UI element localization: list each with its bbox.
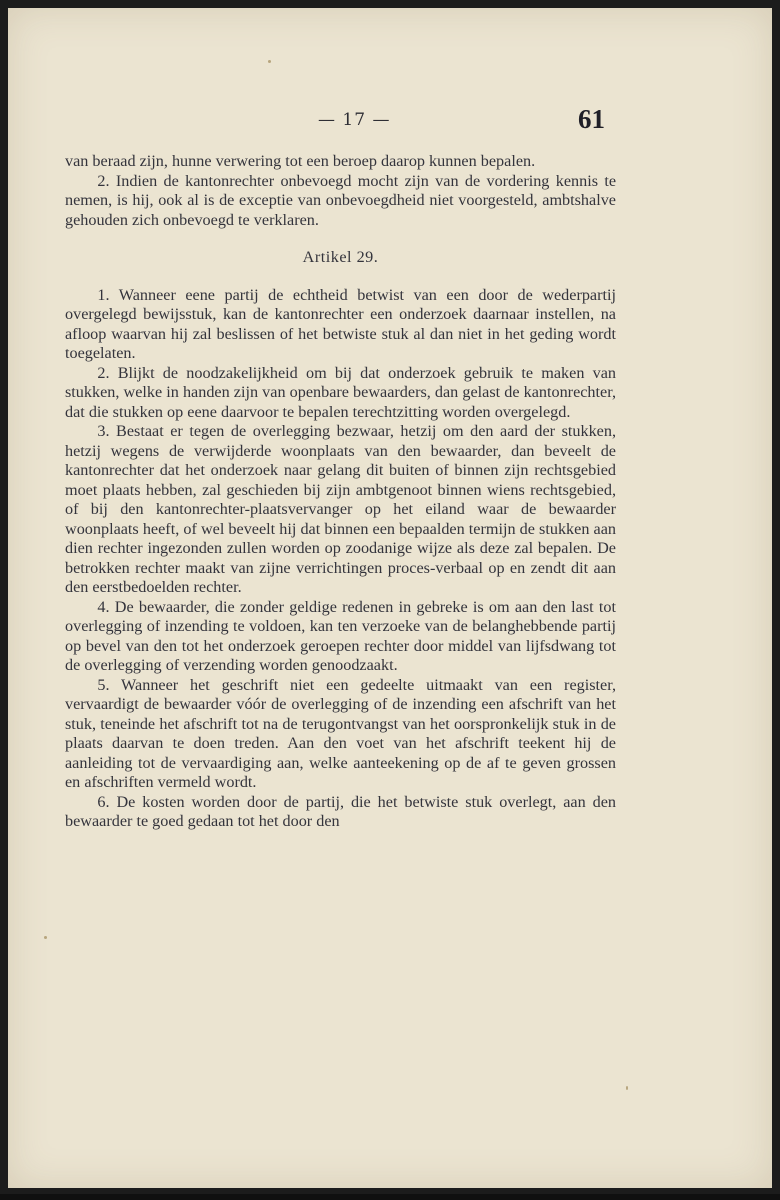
paragraph-intro-2: 2. Indien de kantonrechter onbevoegd mocht zijn van de vordering kennis te nemen, is hij, ook al is de exceptie van onbevoegdheid niet voorgesteld, ambtshalve gehouden zich onbevoegd te verklaren. <box>65 171 616 229</box>
paper-speck <box>626 1086 628 1090</box>
page-header <box>8 104 772 144</box>
article-paragraph-6: 6. De kosten worden door de partij, die het betwiste stuk overlegt, aan den bewaarder te goed gedaan tot het door den <box>65 792 616 830</box>
book-page <box>8 8 772 1188</box>
page-number-stamped: 61 <box>578 104 605 134</box>
paper-speck <box>268 60 271 63</box>
article-paragraph-1: 1. Wanneer eene partij de echtheid betwist van een door de wederpartij overgelegd bewijsstuk, kan de kantonrechter een onderzoek daarnaar instellen, na afloop waarvan hij zal beslissen of het betwiste stuk al dan niet in het geding wordt toegelaten. <box>65 285 616 362</box>
article-paragraph-2: 2. Blijkt de noodzakelijkheid om bij dat onderzoek gebruik te maken van stukken, welke in handen zijn van openbare bewaarders, dan gelast de kantonrechter, dat die stukken op eene daarvoor te bepalen terechtzitting worden overgelegd. <box>65 363 616 421</box>
article-paragraph-4: 4. De bewaarder, die zonder geldige redenen in gebreke is om aan den last tot overlegging of inzending te voldoen, kan ten verzoeke van de belanghebbende partij op bevel van den tot het onderzoek geroepen rechter door middel van lijfsdwang tot de overlegging of verzending worden genoodzaakt. <box>65 597 616 674</box>
body-text <box>65 152 616 832</box>
paper-speck <box>44 936 47 939</box>
article-paragraph-5: 5. Wanneer het geschrift niet een gedeelte uitmaakt van een register, vervaardigt de bewaarder vóór de overlegging of de inzending een afschrift van het stuk, teneinde het afschrift tot na de terugontvangst van het oorspronkelijk stuk in de plaats daarvan te doen treden. Aan den voet van het afschrift teekent hij de aanleiding tot de vervaardiging aan, welke aanteekening op de af te geven grossen en afschriften vermeld wordt. <box>65 675 616 791</box>
scan-border <box>0 1194 780 1200</box>
page-number-original: — 17 — <box>318 110 391 130</box>
article-paragraph-3: 3. Bestaat er tegen de overlegging bezwaar, hetzij om den aard der stukken, hetzij wegens de verwijderde woonplaats van den bewaarder, dan beveelt de kantonrechter dat het onderzoek naar gelang dit buiten of binnen zijn rechtsgebied moet plaats hebben, zal geschieden bij zijn ambtgenoot binnen wiens rechtsgebied, of bij den kantonrechter-plaatsvervanger op het eiland waar de bewaarder woonplaats heeft, of wel beveelt hij dat binnen een bepaalden termijn de stukken aan dien rechter ingezonden zullen worden op zoodanige wijze als deze zal bepalen. De betrokken rechter maakt van zijne verrichtingen proces-verbaal op en zendt dit aan den eerstbedoelden rechter. <box>65 422 616 596</box>
paragraph-continuation: van beraad zijn, hunne verwering tot een beroep daarop kunnen bepalen. <box>65 152 536 170</box>
article-heading: Artikel 29. <box>302 248 379 266</box>
